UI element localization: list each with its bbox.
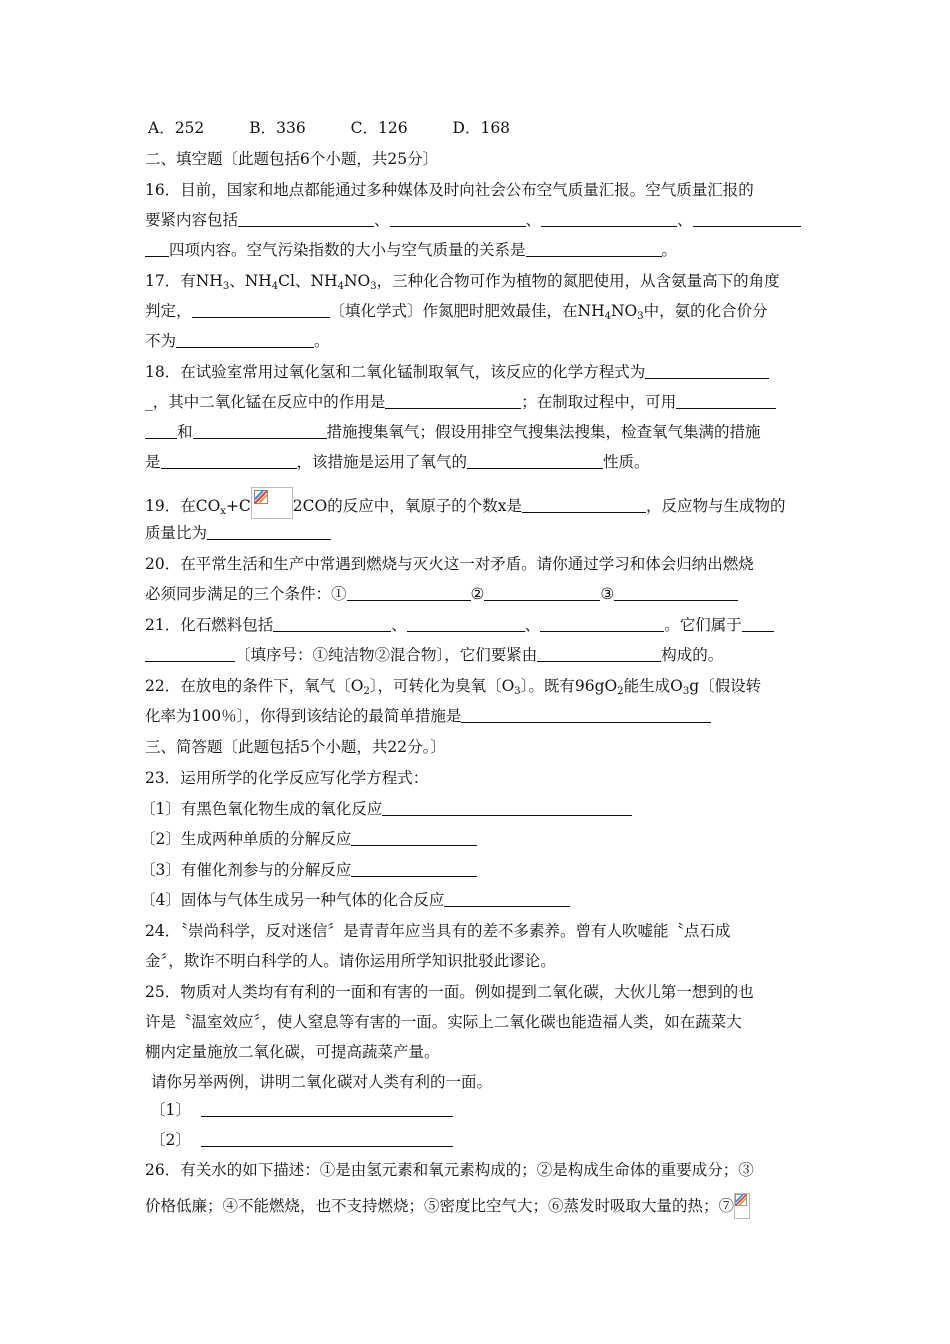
text: 〔填序号：①纯洁物②混合物〕，它们要紧由 <box>235 646 538 664</box>
blank[interactable] <box>390 211 526 227</box>
subscript: 4 <box>337 281 344 292</box>
q22-line2 <box>145 706 711 726</box>
q22-line1 <box>145 676 761 702</box>
blank[interactable] <box>614 585 738 601</box>
text: 质量比为 <box>145 524 208 542</box>
q18-line3 <box>145 422 761 442</box>
text: 能生成O <box>623 677 683 695</box>
blank[interactable] <box>467 453 603 469</box>
text: 化率为100％〕，你得到该结论的最简单措施是 <box>145 707 462 725</box>
blank[interactable] <box>540 616 664 632</box>
blank[interactable] <box>273 616 391 632</box>
q23-part2 <box>140 829 477 849</box>
text: 、 <box>524 616 541 634</box>
q16-line3 <box>145 240 677 260</box>
broken-image-icon <box>734 1193 750 1219</box>
text: +C <box>225 497 251 515</box>
q23-title: 23．运用所学的化学反应写化学方程式： <box>145 769 429 787</box>
blank[interactable] <box>526 241 662 257</box>
text: ② <box>470 585 485 603</box>
text: ；在制取过程中，可用 <box>521 393 677 411</box>
text: NO <box>610 302 638 320</box>
subscript: 3 <box>637 311 644 322</box>
text: 〕，可转化为臭氧〔O <box>369 677 515 695</box>
blank[interactable] <box>461 707 711 723</box>
text: 和 <box>177 423 193 441</box>
choice-c: C．126 <box>350 119 408 137</box>
q20-line1: 20．在平常生活和生产中常遇到燃烧与灭火这一对矛盾。请你通过学习和体会归纳出燃烧 <box>145 555 754 573</box>
text: g〔假设转 <box>689 677 762 695</box>
text: 性质。 <box>603 453 650 471</box>
blank[interactable] <box>522 497 646 513</box>
text: 。它们属于 <box>664 616 742 634</box>
separator: 、 <box>677 211 693 229</box>
blank[interactable] <box>145 646 235 662</box>
text: 〔2〕生成两种单质的分解反应 <box>140 830 352 848</box>
text: 、NH <box>229 272 272 290</box>
blank[interactable] <box>145 423 177 439</box>
subscript: 2 <box>363 686 370 697</box>
q26-line2 <box>145 1193 750 1219</box>
blank[interactable] <box>693 211 801 227</box>
q16-text: 四项内容。空气污染指数的大小与空气质量的关系是 <box>169 241 526 259</box>
q16-line1: 16．目前，国家和地点都能通过多种媒体及时向社会公布空气质量汇报。空气质量汇报的 <box>145 181 754 199</box>
text: _，其中二氧化锰在反应中的作用是 <box>145 393 386 411</box>
text: 〔4〕固体与气体生成另一种气体的化合反应 <box>140 891 445 909</box>
q25-answer2 <box>150 1130 453 1150</box>
q24-line2: 金〞，欺诈不明白科学的人。请你运用所学知识批驳此谬论。 <box>145 952 556 970</box>
text: 〕。既有96gO <box>520 677 618 695</box>
text: ，三种化合物可作为植物的氮肥使用，从含氨量高下的角度 <box>376 272 780 290</box>
q18-line1 <box>145 362 769 382</box>
subscript: 3 <box>682 686 690 697</box>
subscript: 3 <box>222 281 230 292</box>
blank[interactable] <box>385 393 521 409</box>
text: 〔3〕有催化剂参与的分解反应 <box>140 861 352 879</box>
text: 、 <box>391 616 407 634</box>
text: 2CO的反应中，氧原子的个数x是 <box>292 497 522 515</box>
q23-part3 <box>140 860 477 880</box>
text: 22．在放电的条件下，氧气〔O <box>145 677 364 695</box>
blank[interactable] <box>201 1131 453 1147</box>
blank[interactable] <box>207 524 331 540</box>
text: 〔2〕 <box>150 1131 191 1149</box>
q17-line3 <box>145 331 330 351</box>
text: ，反应物与生成物的 <box>645 497 786 515</box>
text: ，该措施是运用了氧气的 <box>296 453 468 471</box>
subscript: 2 <box>617 686 624 697</box>
blank[interactable] <box>351 830 477 846</box>
subscript: x <box>220 506 226 517</box>
blank[interactable] <box>742 616 774 632</box>
q18-line2 <box>145 392 776 412</box>
text: Cl、NH <box>278 272 338 290</box>
blank[interactable] <box>537 646 661 662</box>
blank[interactable] <box>444 891 570 907</box>
q17-line2 <box>145 301 768 327</box>
q25-line3: 棚内定量施放二氧化碳，可提高蔬菜产量。 <box>145 1043 440 1061</box>
q16-line2 <box>145 210 801 230</box>
text: 是 <box>145 453 161 471</box>
blank[interactable] <box>193 423 327 439</box>
text: 必须同步满足的三个条件：① <box>145 585 347 603</box>
q25-line4: 请你另举两例，讲明二氧化碳对人类有利的一面。 <box>151 1073 493 1091</box>
broken-image-icon <box>251 487 293 519</box>
blank[interactable] <box>382 800 632 816</box>
q16-text: 要紧内容包括 <box>145 211 239 229</box>
blank[interactable] <box>484 585 600 601</box>
separator: 、 <box>374 211 390 229</box>
choice-b: B．336 <box>249 119 306 137</box>
q21-line2 <box>145 645 723 665</box>
q21-line1 <box>145 615 774 635</box>
text: 〔填化学式〕作氮肥时肥效最佳，在NH <box>329 302 605 320</box>
q23-part4 <box>140 890 570 910</box>
section-2-heading: 二、填空题〔此题包括6个小题，共25分〕 <box>145 150 439 168</box>
choices-row <box>148 118 510 138</box>
subscript: 3 <box>514 686 521 697</box>
q24-line1: 24．〝崇尚科学，反对迷信〞是青青年应当具有的差不多素养。曾有人吹嘘能〝点石成 <box>145 922 731 940</box>
text: 〔1〕有黑色氧化物生成的氧化反应 <box>140 800 383 818</box>
choice-a: A．252 <box>148 119 205 137</box>
text: 17．有NH <box>145 272 223 290</box>
text: 价格低廉；④不能燃烧，也不支持燃烧；⑤密度比空气大；⑥蒸发时吸取大量的热；⑦ <box>145 1197 735 1215</box>
subscript: 4 <box>604 311 611 322</box>
text: 19．在CO <box>145 497 221 515</box>
text: 措施搜集氧气；假设用排空气搜集法搜集，检查氧气集满的措施 <box>326 423 761 441</box>
blank[interactable] <box>347 585 471 601</box>
text: 〔1〕 <box>150 1101 191 1119</box>
blank[interactable] <box>407 616 525 632</box>
text: 21．化石燃料包括 <box>145 616 274 634</box>
q16-end: 。 <box>661 241 678 259</box>
blank[interactable] <box>145 241 169 257</box>
q25-line2: 许是〝温室效应〞，使人窒息等有害的一面。实际上二氧化碳也能造福人类，如在蔬菜大 <box>145 1013 742 1031</box>
separator: 、 <box>525 211 542 229</box>
text: 18．在试验室常用过氧化氢和二氧化锰制取氧气，该反应的化学方程式为 <box>145 363 646 381</box>
blank[interactable] <box>351 861 477 877</box>
text: 判定， <box>145 302 192 320</box>
blank[interactable] <box>238 211 374 227</box>
q26-line1: 26．有关水的如下描述：①是由氢元素和氧元素构成的；②是构成生命体的重要成分；③ <box>145 1161 754 1179</box>
section-3-heading: 三、简答题〔此题包括5个小题，共22分。〕 <box>145 738 446 756</box>
q25-line1: 25．物质对人类均有有利的一面和有害的一面。例如提到二氧化碳，大伙儿第一想到的也 <box>145 983 754 1001</box>
q20-line2 <box>145 584 738 604</box>
blank[interactable] <box>201 1101 453 1117</box>
text: 。 <box>314 332 330 350</box>
blank[interactable] <box>176 332 314 348</box>
blank[interactable] <box>676 393 776 409</box>
blank[interactable] <box>541 211 677 227</box>
text: 不为 <box>145 332 177 350</box>
choice-d: D．168 <box>452 119 511 137</box>
q19-line2 <box>145 523 331 543</box>
text: ③ <box>600 585 615 603</box>
q19-line1 <box>145 487 785 522</box>
q23-part1 <box>140 799 632 819</box>
q17-line1 <box>145 271 780 297</box>
blank[interactable] <box>192 302 330 318</box>
q25-answer1 <box>150 1100 453 1120</box>
text: 构成的。 <box>661 646 724 664</box>
blank[interactable] <box>161 453 297 469</box>
blank[interactable] <box>645 363 769 379</box>
text: 中，氨的化合价分 <box>643 302 768 320</box>
subscript: 3 <box>370 281 377 292</box>
q18-line4 <box>145 452 650 472</box>
text: NO <box>343 272 371 290</box>
subscript: 4 <box>271 281 279 292</box>
